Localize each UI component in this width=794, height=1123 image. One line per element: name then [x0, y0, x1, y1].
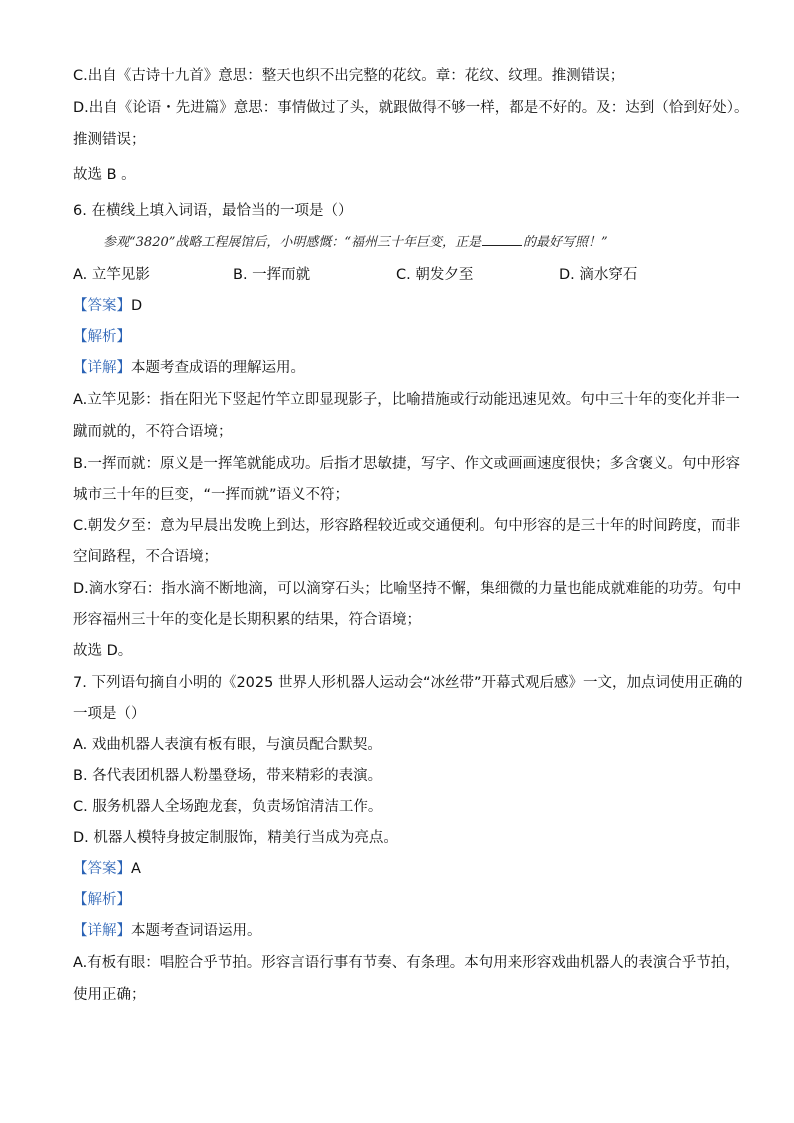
- q6-detail-line: 形容福州三十年的变化是长期积累的结果，符合语境；: [73, 612, 421, 628]
- q6-detail-line: B.一挥而就：原义是一挥笔就能成功。后指才思敏捷，写字、作文或画画速度很快；多含褒义。句中形容: [73, 456, 741, 472]
- q6-option-b: B. 一挥而就: [233, 267, 311, 283]
- text-line: 故选 B 。: [73, 167, 136, 183]
- text-line: 推测错误；: [73, 132, 146, 148]
- fill-blank: [482, 233, 522, 246]
- q7-option-c: C. 服务机器人全场跑龙套，负责场馆清洁工作。: [73, 799, 383, 815]
- q6-answer: [73, 296, 142, 316]
- q7-option-a: A. 戏曲机器人表演有板有眼，与演员配合默契。: [73, 737, 382, 753]
- detail-text: 本题考查词语运用。: [131, 923, 262, 939]
- q6-detail-line: A.立竿见影：指在阳光下竖起竹竿立即显现影子，比喻措施或行动能迅速见效。句中三十年的变化并非一: [73, 392, 740, 408]
- detail-label: 【详解】: [73, 923, 131, 939]
- answer-label: 【答案】: [73, 861, 131, 877]
- answer-value: A: [131, 861, 141, 877]
- q7-option-b: B. 各代表团机器人粉墨登场，带来精彩的表演。: [73, 768, 383, 784]
- q7-analysis-label: [73, 890, 131, 910]
- question-7-stem-cont: 一项是（）: [73, 706, 146, 722]
- q6-detail-line: 空间路程，不合语境；: [73, 549, 218, 565]
- q6-detail-line: [73, 358, 305, 378]
- q7-detail-line: A.有板有眼：唱腔合乎节拍。形容言语行事有节奏、有条理。本句用来形容戏曲机器人的表演合乎节拍，: [73, 955, 740, 971]
- q6-option-d: D. 滴水穿石: [559, 267, 638, 283]
- q7-detail-line: 使用正确；: [73, 987, 146, 1003]
- question-6-quote: [103, 233, 608, 253]
- detail-text: 本题考查成语的理解运用。: [131, 360, 305, 376]
- question-7-stem: 7. 下列语句摘自小明的《2025 世界人形机器人运动会“冰丝带”开幕式观后感》一文，加点词使用正确的: [73, 675, 743, 691]
- q6-option-c: C. 朝发夕至: [396, 267, 474, 283]
- analysis-label: 【解析】: [73, 329, 131, 345]
- answer-value: D: [131, 298, 143, 314]
- text-line: D.出自《论语・先进篇》意思：事情做过了头，就跟做得不够一样，都是不好的。及：达到（恰到好处）。: [73, 100, 749, 116]
- q7-detail-line: [73, 921, 262, 941]
- answer-label: 【答案】: [73, 298, 131, 314]
- q7-answer: [73, 859, 141, 879]
- question-6-stem: 6. 在横线上填入词语，最恰当的一项是（）: [73, 203, 353, 219]
- q6-detail-line: C.朝发夕至：意为早晨出发晚上到达，形容路程较近或交通便利。句中形容的是三十年的时间跨度，而非: [73, 518, 741, 534]
- q6-detail-line: 故选 D。: [73, 643, 133, 659]
- analysis-label: 【解析】: [73, 892, 131, 908]
- q7-option-d: D. 机器人模特身披定制服饰，精美行当成为亮点。: [73, 830, 398, 846]
- q6-analysis-label: [73, 327, 131, 347]
- text-line: C.出自《古诗十九首》意思：整天也织不出完整的花纹。章：花纹、纹理。推测错误；: [73, 68, 625, 84]
- q6-detail-line: D.滴水穿石：指水滴不断地滴，可以滴穿石头；比喻坚持不懈，集细微的力量也能成就难能的功劳。句中: [73, 581, 742, 597]
- q6-detail-line: 城市三十年的巨变，“一挥而就”语义不符；: [73, 487, 350, 503]
- q6-option-a: A. 立竿见影: [73, 267, 150, 283]
- quote-before: 参观“3820”战略工程展馆后，小明感慨：“福州三十年巨变，正是: [103, 235, 482, 250]
- detail-label: 【详解】: [73, 360, 131, 376]
- quote-after: 的最好写照！”: [523, 235, 608, 250]
- q6-detail-line: 蹴而就的，不符合语境；: [73, 424, 233, 440]
